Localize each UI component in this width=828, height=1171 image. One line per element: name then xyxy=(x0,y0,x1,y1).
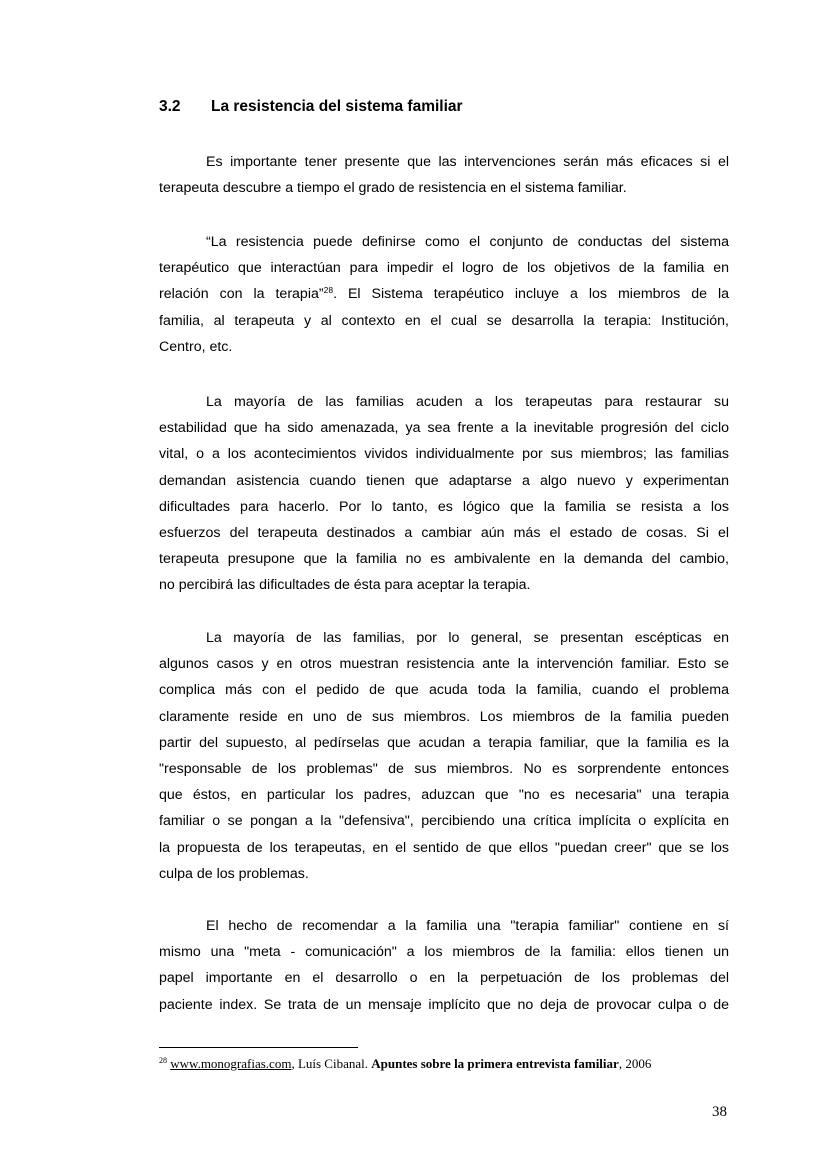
paragraph-line: familia, al terapeuta y al contexto en el cual se desarrolla la terapia: Institución, xyxy=(159,312,729,329)
paragraph-line: La mayoría de las familias acuden a los terapeutas para restaurar su xyxy=(206,394,729,410)
paragraph-line: papel importante en el desarrollo o en la perpetuación de los problemas del xyxy=(159,970,729,987)
paragraph-line: El hecho de recomendar a la familia una "terapia familiar" contiene en sí xyxy=(206,918,729,934)
paragraph-5 xyxy=(159,913,729,1018)
paragraph-line: dificultades para hacerlo. Por lo tanto, es lógico que la familia se resista a los xyxy=(159,498,729,515)
page-number: 38 xyxy=(712,1104,727,1120)
paragraph-line: terapeuta presupone que la familia no es ambivalente en la demanda del cambio, xyxy=(159,551,729,568)
section-number: 3.2 xyxy=(159,98,181,115)
paragraph-line: complica más con el pedido de que acuda toda la familia, cuando el problema xyxy=(159,682,729,699)
footnote-number: 28 xyxy=(159,1056,167,1065)
footnote-year: , 2006 xyxy=(618,1056,652,1071)
section-title: La resistencia del sistema familiar xyxy=(211,98,463,115)
paragraph-line: partir del supuesto, al pedírselas que acudan a terapia familiar, que la familia es la xyxy=(159,734,729,751)
quote-end: relación con la terapia” xyxy=(159,286,324,303)
paragraph-line: Centro, etc. xyxy=(159,338,233,355)
footnote-book-title: Apuntes sobre la primera entrevista familiar xyxy=(371,1056,619,1071)
paragraph-line: Es importante tener presente que las intervenciones serán más eficaces si el xyxy=(206,154,729,170)
footnote-separator xyxy=(159,1047,358,1048)
paragraph-line-with-footnote xyxy=(159,281,729,307)
paragraph-1 xyxy=(159,149,729,201)
paragraph-line: terapeuta descubre a tiempo el grado de resistencia en el sistema familiar. xyxy=(159,180,627,197)
paragraph-2 xyxy=(159,229,729,360)
paragraph-4 xyxy=(159,625,729,887)
paragraph-line: claramente reside en uno de sus miembros. Los miembros de la familia pueden xyxy=(159,708,729,725)
footnote-author: , Luís Cibanal. xyxy=(291,1056,372,1071)
footnote xyxy=(159,1056,729,1072)
footnote-link[interactable]: www.monografias.com xyxy=(170,1056,292,1071)
paragraph-line: "responsable de los problemas" de sus miembros. No es sorprendente entonces xyxy=(159,761,729,778)
paragraph-3 xyxy=(159,389,729,599)
footnote-reference[interactable]: 28 xyxy=(323,285,334,296)
quote-continuation: . El Sistema terapéutico incluye a los miembros de la xyxy=(333,286,729,303)
paragraph-line: terapéutico que interactúan para impedir el logro de los objetivos de la familia en xyxy=(159,260,729,277)
paragraph-line: La mayoría de las familias, por lo general, se presentan escépticas en xyxy=(206,630,729,646)
paragraph-line: mismo una "meta - comunicación" a los miembros de la familia: ellos tienen un xyxy=(159,944,729,961)
paragraph-line: esfuerzos del terapeuta destinados a cambiar aún más el estado de cosas. Si el xyxy=(159,525,729,542)
paragraph-line: culpa de los problemas. xyxy=(159,865,309,882)
paragraph-line: no percibirá las dificultades de ésta para aceptar la terapia. xyxy=(159,577,531,594)
paragraph-line: algunos casos y en otros muestran resistencia ante la intervención familiar. Esto se xyxy=(159,656,729,673)
section-heading xyxy=(159,98,463,116)
paragraph-line: estabilidad que ha sido amenazada, ya sea frente a la inevitable progresión del ciclo xyxy=(159,420,729,437)
paragraph-line: la propuesta de los terapeutas, en el sentido de que ellos "puedan creer" que se los xyxy=(159,839,729,856)
paragraph-line: paciente index. Se trata de un mensaje implícito que no deja de provocar culpa o de xyxy=(159,996,729,1013)
paragraph-line: “La resistencia puede definirse como el conjunto de conductas del sistema xyxy=(206,234,729,250)
paragraph-line: que éstos, en particular los padres, aduzcan que "no es necesaria" una terapia xyxy=(159,787,729,804)
paragraph-line: familiar o se pongan a la "defensiva", percibiendo una crítica implícita o explícita en xyxy=(159,813,729,830)
paragraph-line: vital, o a los acontecimientos vividos individualmente por sus miembros; las familias xyxy=(159,446,729,463)
paragraph-line: demandan asistencia cuando tienen que adaptarse a algo nuevo y experimentan xyxy=(159,472,729,489)
